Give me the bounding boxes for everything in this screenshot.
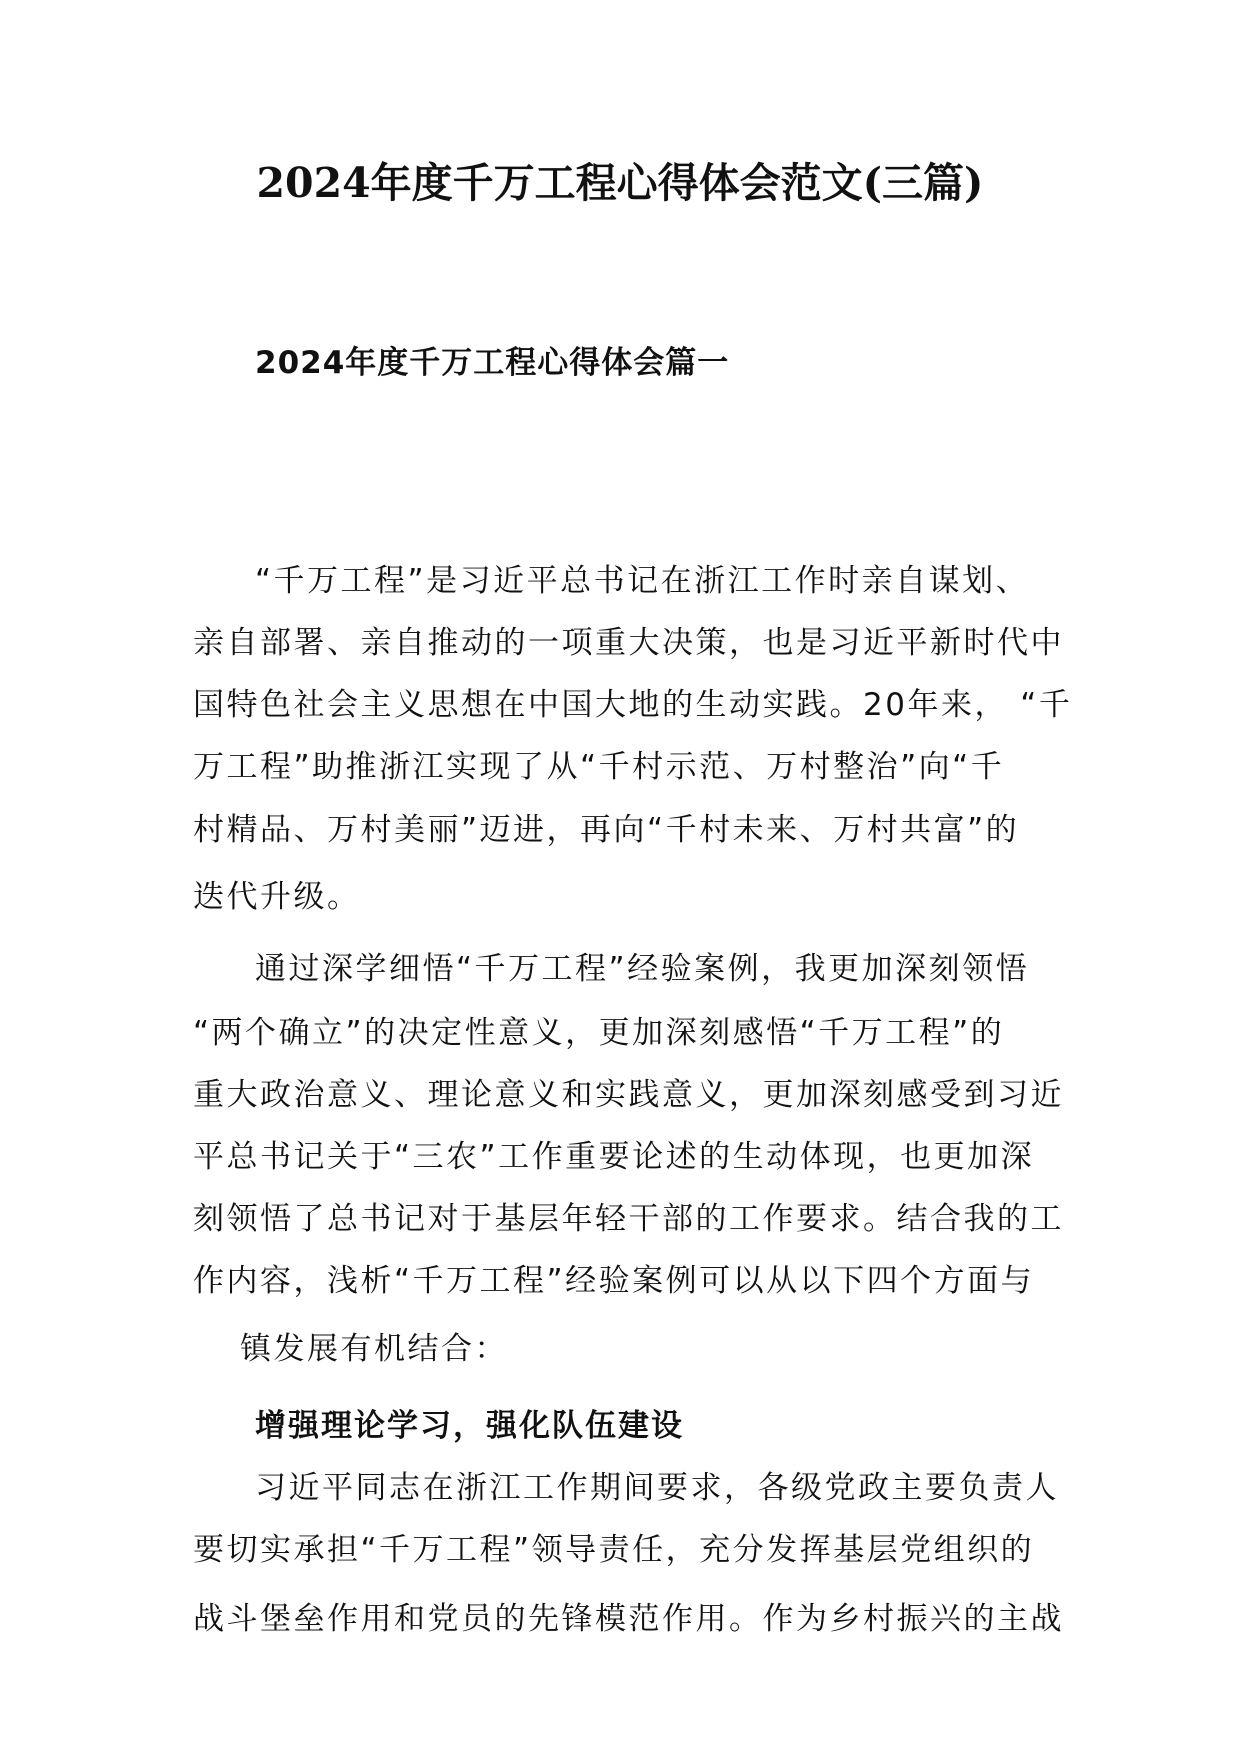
paragraph-line: 村精品、万村美丽”迈进，再向“千村未来、万村共富”的 bbox=[193, 812, 1020, 848]
paragraph-line: 作内容，浅析“千万工程”经验案例可以从以下四个方面与 bbox=[193, 1263, 1035, 1299]
paragraph-line: 战斗堡垒作用和党员的先锋模范作用。作为乡村振兴的主战 bbox=[193, 1601, 1064, 1637]
paragraph-line: 亲自部署、亲自推动的一项重大决策，也是习近平新时代中 bbox=[193, 625, 1064, 661]
subheading: 增强理论学习，强化队伍建设 bbox=[255, 1408, 684, 1444]
section-heading: 2024年度千万工程心得体会篇一 bbox=[255, 345, 730, 381]
paragraph-line: 国特色社会主义思想在中国大地的生动实践。20年来， “千 bbox=[193, 687, 1073, 723]
paragraph-line: 习近平同志在浙江工作期间要求，各级党政主要负责人 bbox=[255, 1470, 1059, 1506]
paragraph-line: “千万工程”是习近平总书记在浙江工作时亲自谋划、 bbox=[255, 563, 1030, 599]
document-title: 2024年度千万工程心得体会范文(三篇) bbox=[256, 159, 984, 207]
paragraph-line: 迭代升级。 bbox=[193, 879, 361, 915]
paragraph-line: 重大政治意义、理论意义和实践意义，更加深刻感受到习近 bbox=[193, 1077, 1064, 1113]
paragraph-line: 平总书记关于“三农”工作重要论述的生动体现，也更加深 bbox=[193, 1139, 1035, 1175]
paragraph-line: 镇发展有机结合： bbox=[240, 1331, 508, 1367]
paragraph-line: 通过深学细悟“千万工程”经验案例，我更加深刻领悟 bbox=[255, 951, 1030, 987]
paragraph-line: 要切实承担“千万工程”领导责任，充分发挥基层党组织的 bbox=[193, 1532, 1035, 1568]
paragraph-line: “两个确立”的决定性意义，更加深刻感悟“千万工程”的 bbox=[193, 1015, 1005, 1051]
paragraph-line: 万工程”助推浙江实现了从“千村示范、万村整治”向“千 bbox=[193, 749, 1005, 785]
paragraph-line: 刻领悟了总书记对于基层年轻干部的工作要求。结合我的工 bbox=[193, 1201, 1064, 1237]
